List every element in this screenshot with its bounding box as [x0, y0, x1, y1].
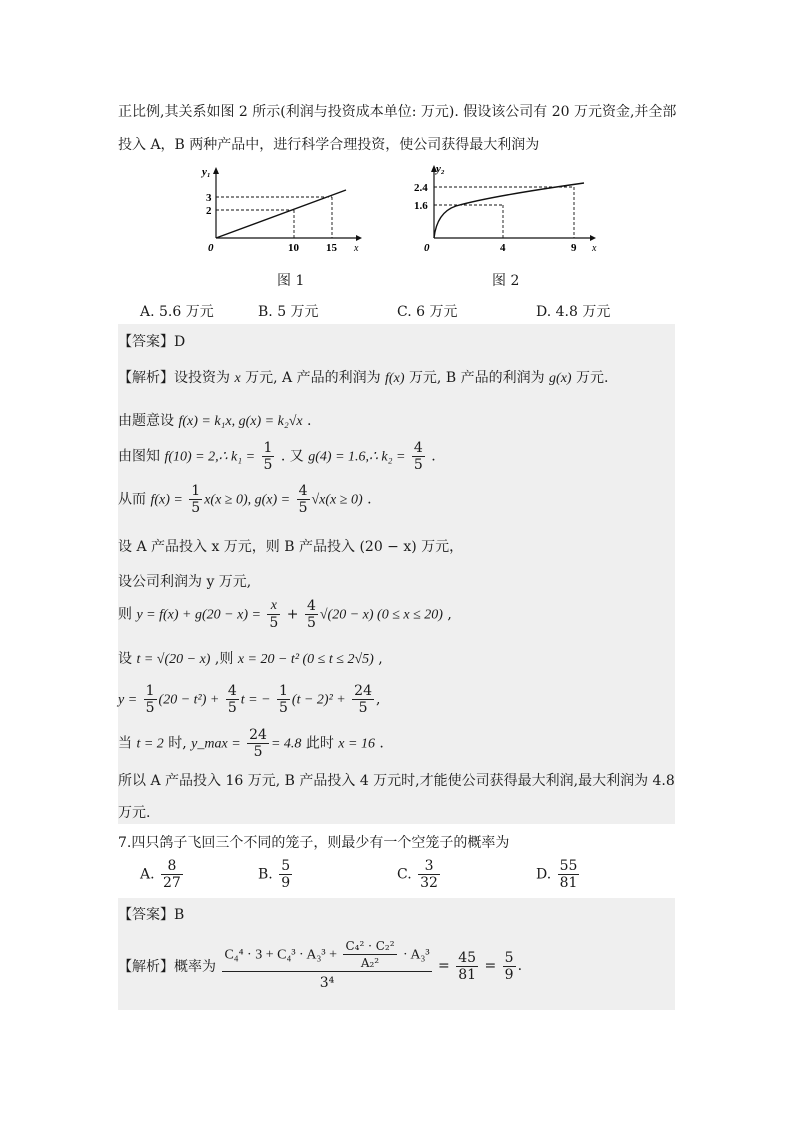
q6-l9-y: y =: [118, 692, 138, 708]
q7-option-c-frac: $\frac{3}{32}$: [420, 858, 438, 891]
q7-sol-frac-45-81: $\frac{45}{81}$: [458, 949, 477, 983]
q7-option-b: [258, 858, 294, 891]
q6-l3-text-2: . 又: [280, 448, 304, 465]
fig1-y-label: y₁: [202, 166, 211, 178]
q6-solution-line-11: 所以 A 产品投入 16 万元, B 产品投入 4 万元时,才能使公司获得最大利润,最大利润为 4.8: [118, 773, 675, 789]
q6-l9-end: ,: [376, 691, 381, 708]
q6-l3-frac-1: $\frac{1}{5}$: [263, 440, 273, 473]
fig2-ytick-24: 2.4: [414, 182, 428, 194]
q6-l10-then: 此时: [305, 735, 334, 752]
q6-l8-t: t = √(20 − x): [136, 652, 211, 667]
q6-l7-root: √(20 − x) (0 ≤ x ≤ 20): [319, 607, 443, 623]
q6-l10-x: x = 16: [338, 736, 375, 752]
figure-2-caption: 图 2: [492, 273, 520, 289]
q6-l7-formula: y = f(x) + g(20 − x) =: [136, 607, 261, 623]
q6-l2-text: 由题意设: [118, 413, 174, 429]
q6-l7-end: ,: [447, 606, 452, 623]
q6-solution-line-3: [118, 440, 436, 473]
q6-sol-fx: f(x): [385, 371, 405, 386]
fig2-xtick-4: 4: [500, 242, 506, 254]
q7-sol-end: .: [517, 958, 523, 974]
q7-sol-num-a: C₄⁴ · 3 + C₄³ · A₃³ +: [224, 947, 337, 963]
fig2-xtick-9: 9: [571, 242, 577, 254]
q7-solution: [118, 938, 522, 994]
q6-l4-fx: f(x) =: [150, 492, 183, 508]
fig2-ytick-16: 1.6: [414, 200, 428, 212]
q6-l7-frac-2: $\frac{4}{5}$: [306, 598, 316, 631]
q7-option-b-label: B.: [258, 866, 273, 883]
q7-sol-eq-2: =: [484, 958, 497, 974]
q7-sol-num-b: · A₃³: [402, 947, 430, 963]
q6-l8-text: 设: [118, 651, 132, 667]
q6-l10-when: 当: [118, 735, 132, 752]
fig1-x-label: x: [354, 243, 359, 254]
intro-line-1: 正比例,其关系如图 2 所示(利润与投资成本单位: 万元). 假设该公司有 20 万元资金,并全部: [118, 104, 677, 120]
q6-l9-frac-4: $\frac{24}{5}$: [354, 683, 372, 716]
figure-1-caption: 图 1: [277, 273, 305, 289]
fig2-curve: [434, 183, 584, 238]
q6-solution-line-2: [118, 410, 312, 430]
q7-option-d-frac: $\frac{55}{81}$: [559, 858, 578, 891]
q7-answer: 【答案】B: [118, 907, 185, 923]
q6-l10-text: 时,: [168, 735, 187, 752]
q6-l7-frac-1: $\frac{x}{5}$: [269, 598, 279, 631]
fig2-x-label: x: [592, 243, 597, 254]
q7-sol-main-frac: [222, 938, 431, 994]
q7-sol-frac-5-9: $\frac{5}{9}$: [504, 949, 514, 983]
q6-solution-line-6: 设公司利润为 y 万元,: [118, 574, 252, 590]
q6-l2-formula: f(x) = k₁x, g(x) = k₂√x: [178, 414, 303, 429]
q6-answer: 【答案】D: [118, 334, 186, 350]
fig1-ytick-2: 2: [206, 205, 212, 217]
q6-solution-line-10: [118, 727, 384, 760]
q6-l9-part-1: (20 − t²) +: [158, 692, 220, 708]
q6-l10-val: = 4.8: [270, 736, 302, 752]
q7-option-c-label: C.: [397, 866, 412, 883]
q7-option-c: [397, 858, 442, 891]
q7-option-a-frac: $\frac{8}{27}$: [163, 858, 181, 891]
fig2-x-arrow: [590, 235, 596, 241]
q6-l3-text: 由图知: [118, 448, 160, 465]
q6-sol-x: x: [234, 371, 241, 386]
q7-sol-label: 【解析】概率为: [118, 959, 216, 975]
q7-option-a: [140, 858, 185, 891]
q6-l10-frac: $\frac{24}{5}$: [249, 727, 267, 760]
q6-l4-mid: x(x ≥ 0), g(x) =: [204, 492, 291, 508]
fig1-xtick-10: 10: [288, 242, 299, 254]
q6-l4-frac-1: $\frac{1}{5}$: [191, 483, 201, 516]
q6-l8-then: ,则: [214, 651, 234, 667]
q6-solution-line-9: [118, 683, 380, 716]
q7-option-d: [536, 858, 581, 891]
fig1-xtick-15: 15: [326, 242, 337, 254]
q6-l3-formula-2: g(4) = 1.6,∴ k₂ =: [308, 449, 406, 465]
fig1-origin: 0: [208, 242, 214, 254]
q6-l3-formula-1: f(10) = 2,∴ k₁ =: [164, 449, 256, 465]
q6-l9-part-3: (t − 2)² +: [291, 692, 346, 708]
q6-sol-gx: g(x): [549, 371, 572, 386]
q7-option-a-label: A.: [140, 866, 155, 883]
q6-l4-end: .: [367, 491, 372, 508]
q7-stem: 7.四只鸽子飞回三个不同的笼子，则最少有一个空笼子的概率为: [118, 835, 510, 851]
q6-option-a: A. 5.6 万元: [140, 304, 214, 320]
q6-sol-text-b: 万元, A 产品的利润为: [245, 370, 381, 386]
q6-l10-t: t = 2: [136, 736, 164, 752]
q6-l9-frac-1: $\frac{1}{5}$: [145, 683, 155, 716]
q6-solution-line-1: [118, 367, 608, 387]
q6-l9-frac-2: $\frac{4}{5}$: [227, 683, 237, 716]
q6-l8-x: x = 20 − t² (0 ≤ t ≤ 2√5): [237, 652, 374, 667]
q6-option-d: D. 4.8 万元: [536, 304, 611, 320]
q6-sol-label: 【解析】设投资为: [118, 370, 230, 386]
q6-solution-line-12: 万元.: [118, 805, 151, 821]
q7-option-b-frac: $\frac{5}{9}$: [281, 858, 291, 891]
q6-l9-frac-3: $\frac{1}{5}$: [278, 683, 288, 716]
figure-2-graph: [414, 160, 604, 254]
q7-sol-eq-1: =: [438, 958, 450, 974]
q6-l3-frac-2: $\frac{4}{5}$: [413, 440, 423, 473]
q6-sol-text-d: 万元, B 产品的利润为: [408, 370, 545, 386]
q6-l2-end: .: [307, 413, 312, 429]
intro-line-2: 投入 A，B 两种产品中，进行科学合理投资，使公司获得最大利润为: [118, 137, 540, 153]
q6-l10-end: .: [379, 735, 384, 752]
q6-option-b: B. 5 万元: [258, 304, 319, 320]
q6-option-c: C. 6 万元: [397, 304, 458, 320]
q6-l4-frac-2: $\frac{4}{5}$: [298, 483, 308, 516]
fig2-origin: 0: [424, 242, 430, 254]
q6-l8-end: ,: [378, 651, 383, 667]
fig1-x-arrow: [356, 235, 362, 241]
q7-option-d-label: D.: [536, 866, 552, 883]
fig1-ytick-3: 3: [206, 192, 212, 204]
fig1-y-arrow: [213, 167, 219, 174]
fig2-y-label: y₂: [436, 163, 445, 175]
q6-l4-gx: √x(x ≥ 0): [311, 492, 363, 508]
q7-sol-inner-frac: $\frac{\text{C₄² · C₂²}}{\text{A₂²}}$: [345, 939, 395, 970]
q6-l3-end: .: [431, 448, 436, 465]
q6-sol-text-f: 万元.: [576, 370, 609, 386]
figure-1-graph: [196, 162, 366, 254]
q6-solution-line-4: [118, 483, 372, 516]
q6-l4-text: 从而: [118, 491, 146, 508]
q7-sol-den: 3⁴: [319, 975, 335, 991]
q6-l7-text: 则: [118, 606, 132, 623]
q6-l9-part-2: t = −: [240, 692, 271, 708]
q6-solution-line-7: [118, 598, 452, 631]
q6-solution-line-8: [118, 648, 383, 668]
q6-l10-ymax: y_max =: [191, 736, 241, 752]
q6-solution-line-5: 设 A 产品投入 x 万元，则 B 产品投入 (20 − x) 万元，: [118, 539, 464, 555]
q6-l7-plus: +: [286, 606, 299, 623]
